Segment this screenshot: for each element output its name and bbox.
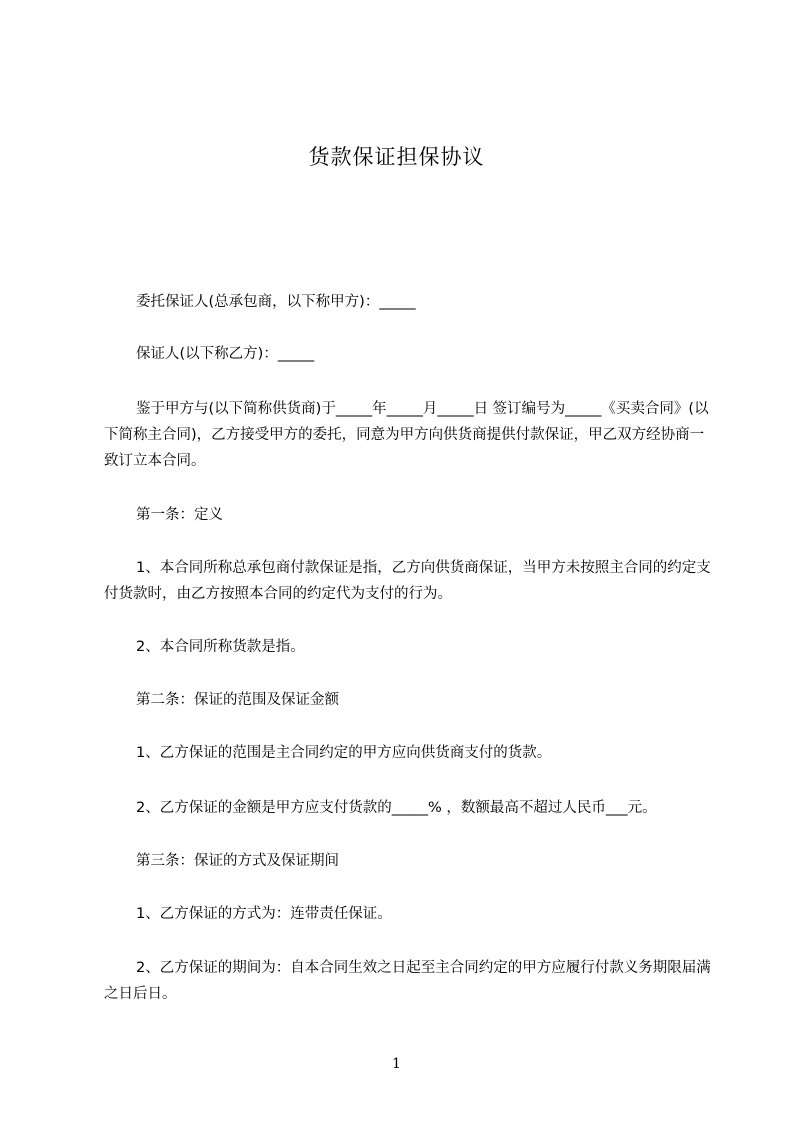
article-3-clause-1: 1、乙方保证的方式为：连带责任保证。 bbox=[136, 906, 392, 922]
document-title: 货款保证担保协议 bbox=[308, 145, 485, 169]
article-3-heading: 第三条：保证的方式及保证期间 bbox=[136, 853, 339, 869]
article-2-heading: 第二条：保证的范围及保证金额 bbox=[136, 692, 339, 708]
paragraph-guarantor: 保证人(以下称乙方)：_____ bbox=[136, 346, 315, 362]
article-3-clause-2: 2、乙方保证的期间为：自本合同生效之日起至主合同约定的甲方应履行付款义务期限届满之日后日。 bbox=[104, 960, 711, 1002]
article-2-clause-1: 1、乙方保证的范围是主合同约定的甲方应向供货商支付的货款。 bbox=[136, 745, 552, 761]
article-1-clause-1: 1、本合同所称总承包商付款保证是指，乙方向供货商保证，当甲方未按照主合同的约定支付货款时，由乙方按照本合同的约定代为支付的行为。 bbox=[104, 560, 711, 602]
article-2-clause-2: 2、乙方保证的金额是甲方应支付货款的_____% ，数额最高不超过人民币___元。 bbox=[136, 800, 657, 816]
article-1-clause-2: 2、本合同所称货款是指。 bbox=[136, 639, 305, 655]
paragraph-entrusting-guarantor: 委托保证人(总承包商，以下称甲方)：_____ bbox=[136, 294, 416, 310]
article-1-heading: 第一条：定义 bbox=[136, 507, 223, 523]
paragraph-recital: 鉴于甲方与(以下简称供货商)于_____年_____月_____日 签订编号为_____《买卖合同》(以下简称主合同)，乙方接受甲方的委托，同意为甲方向供货商提供付款保证，甲乙双方经协商一致订立本合同。 bbox=[104, 401, 709, 469]
page-number: 1 bbox=[392, 1056, 401, 1072]
